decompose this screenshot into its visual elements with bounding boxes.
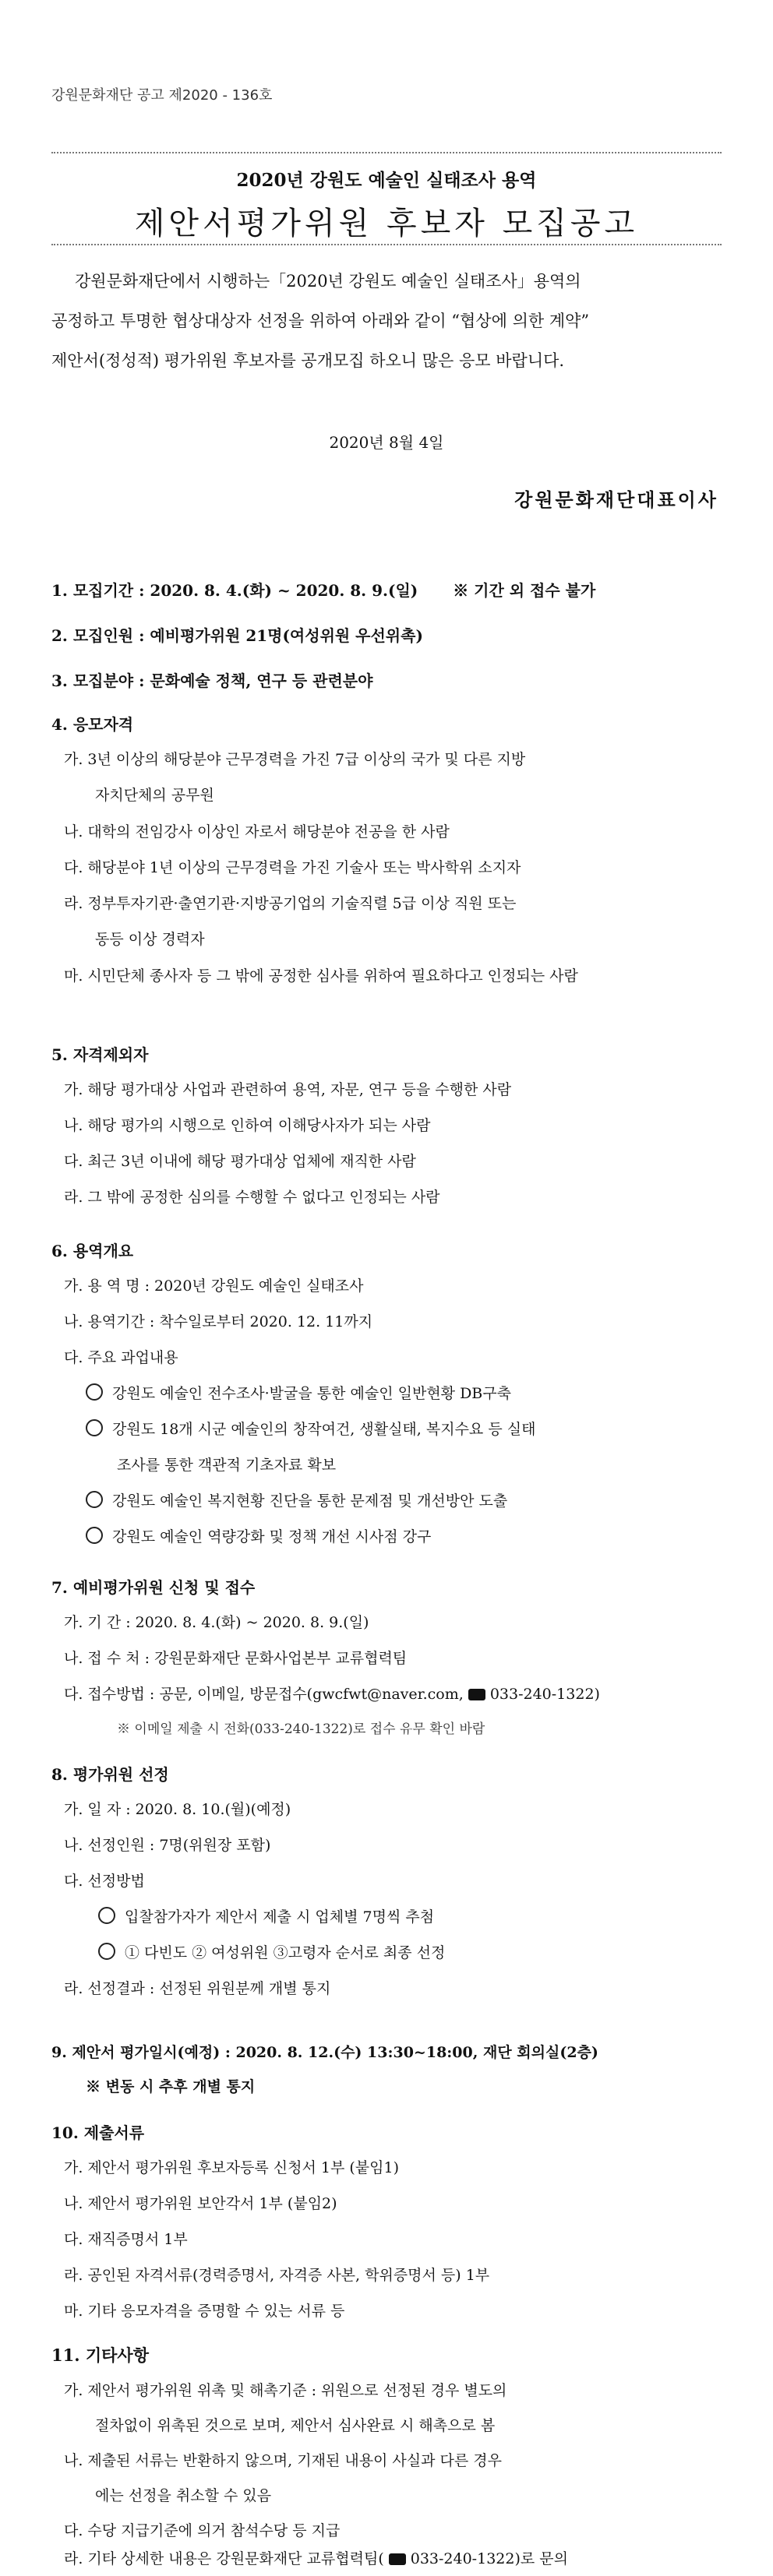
- notice-date: 2020년 8월 4일: [329, 433, 444, 452]
- task-item: [86, 1418, 535, 1439]
- contact-phone: 033-240-1322)로 문의: [410, 2550, 568, 2567]
- application-method-text: 다. 접수방법 : 공문, 이메일, 방문접수(gwcfwt@naver.com,: [64, 1686, 464, 1703]
- selection-item: 가. 일 자 : 2020. 8. 10.(월)(예정): [64, 1801, 291, 1818]
- section-9-heading: 9. 제안서 평가일시(예정) : 2020. 8. 12.(수) 13:30~18:00, 재단 회의실(2층): [51, 2044, 598, 2061]
- overview-item: 가. 용 역 명 : 2020년 강원도 예술인 실태조사: [64, 1277, 364, 1295]
- section-9-note: ※ 변동 시 추후 개별 통지: [86, 2078, 256, 2095]
- method-item: [98, 1941, 445, 1962]
- exclusion-item: 가. 해당 평가대상 사업과 관련하여 용역, 자문, 연구 등을 수행한 사람: [64, 1081, 512, 1098]
- notice-number: 강원문화재단 공고 제2020 - 136호: [51, 87, 273, 104]
- intro-line-2: 공정하고 투명한 협상대상자 선정을 위하여 아래와 같이 “협상에 의한 계약”: [51, 312, 590, 330]
- telephone-icon: [389, 2553, 406, 2565]
- section-8-heading: 8. 평가위원 선정: [51, 1765, 169, 1784]
- section-2-heading: 2. 모집인원 : 예비평가위원 21명(여성위원 우선위촉): [51, 626, 423, 645]
- task-item: [86, 1382, 511, 1403]
- section-6-heading: 6. 용역개요: [51, 1242, 134, 1260]
- intro-line-3: 제안서(정성적) 평가위원 후보자를 공개모집 하오니 많은 응모 바랍니다.: [51, 351, 565, 370]
- other-item-cont: 에는 선정을 취소할 수 있음: [95, 2487, 272, 2504]
- main-title: 제안서평가위원 후보자 모집공고: [134, 206, 639, 241]
- section-1-heading: 1. 모집기간 : 2020. 8. 4.(화) ~ 2020. 8. 9.(일): [51, 581, 418, 600]
- qualification-item: 라. 정부투자기관·출연기관·지방공기업의 기술직렬 5급 이상 직원 또는: [64, 895, 517, 912]
- section-5-heading: 5. 자격제외자: [51, 1045, 149, 1064]
- document-item: 마. 기타 응모자격을 증명할 수 있는 서류 등: [64, 2303, 345, 2320]
- method-item: [98, 1905, 434, 1926]
- other-item: 가. 제안서 평가위원 위촉 및 해촉기준 : 위원으로 선정된 경우 별도의: [64, 2382, 507, 2399]
- method-text: ① 다빈도 ② 여성위원 ③고령자 순서로 최종 선정: [125, 1944, 446, 1961]
- selection-result: 라. 선정결과 : 선정된 위원분께 개별 통지: [64, 1980, 331, 1997]
- section-7-heading: 7. 예비평가위원 신청 및 접수: [51, 1578, 256, 1597]
- hollow-circle-bullet-icon: [86, 1527, 103, 1544]
- task-text: 강원도 18개 시군 예술인의 창작여건, 생활실태, 복지수요 등 실태: [112, 1421, 536, 1438]
- task-text: 강원도 예술인 역량강화 및 정책 개선 시사점 강구: [112, 1528, 432, 1545]
- overview-item: 다. 주요 과업내용: [64, 1349, 178, 1366]
- application-item: 나. 접 수 처 : 강원문화재단 문화사업본부 교류협력팀: [64, 1650, 408, 1667]
- hollow-circle-bullet-icon: [98, 1943, 115, 1960]
- exclusion-item: 다. 최근 3년 이내에 해당 평가대상 업체에 재직한 사람: [64, 1153, 416, 1170]
- section-4-heading: 4. 응모자격: [51, 715, 134, 734]
- task-item: [86, 1489, 507, 1510]
- document-item: 라. 공인된 자격서류(경력증명서, 자격증 사본, 학위증명서 등) 1부: [64, 2267, 490, 2284]
- section-11-heading: 11. 기타사항: [51, 2345, 149, 2365]
- exclusion-item: 라. 그 밖에 공정한 심의를 수행할 수 없다고 인정되는 사람: [64, 1189, 440, 1206]
- bottom-dotted-divider: [51, 244, 722, 245]
- issuer: 강원문화재단대표이사: [514, 488, 718, 511]
- section-3-heading: 3. 모집분야 : 문화예술 정책, 연구 등 관련분야: [51, 671, 373, 690]
- hollow-circle-bullet-icon: [86, 1383, 103, 1401]
- hollow-circle-bullet-icon: [98, 1907, 115, 1924]
- selection-item: 다. 선정방법: [64, 1873, 145, 1890]
- telephone-icon: [468, 1689, 485, 1700]
- application-item: 가. 기 간 : 2020. 8. 4.(화) ~ 2020. 8. 9.(일): [64, 1614, 369, 1631]
- document-item: 다. 재직증명서 1부: [64, 2231, 188, 2248]
- qualification-item: 다. 해당분야 1년 이상의 근무경력을 가진 기술사 또는 박사학위 소지자: [64, 859, 521, 876]
- hollow-circle-bullet-icon: [86, 1419, 103, 1436]
- qualification-item: 마. 시민단체 종사자 등 그 밖에 공정한 심사를 위하여 필요하다고 인정되는 사람: [64, 967, 578, 985]
- other-item: 나. 제출된 서류는 반환하지 않으며, 기재된 내용이 사실과 다른 경우: [64, 2452, 502, 2469]
- task-item-cont: 조사를 통한 객관적 기초자료 확보: [117, 1457, 337, 1474]
- section-1-recruitment-period: [51, 578, 595, 601]
- application-method: [64, 1683, 600, 1704]
- email-note: ※ 이메일 제출 시 전화(033-240-1322)로 접수 유무 확인 바람: [117, 1721, 485, 1737]
- contact-text: 라. 기타 상세한 내용은 강원문화재단 교류협력팀(: [64, 2550, 384, 2567]
- section-10-heading: 10. 제출서류: [51, 2123, 145, 2142]
- other-item: 다. 수당 지급기준에 의거 참석수당 등 지급: [64, 2522, 341, 2539]
- qualification-item-cont: 동등 이상 경력자: [95, 931, 205, 948]
- other-item-cont: 절차없이 위촉된 것으로 보며, 제안서 심사완료 시 해촉으로 봄: [95, 2417, 496, 2434]
- task-text: 강원도 예술인 전수조사·발굴을 통한 예술인 일반현황 DB구축: [112, 1385, 511, 1402]
- task-item: [86, 1525, 431, 1546]
- intro-line-1: 강원문화재단에서 시행하는「2020년 강원도 예술인 실태조사」용역의: [75, 272, 581, 291]
- document-item: 나. 제안서 평가위원 보안각서 1부 (붙임2): [64, 2195, 337, 2212]
- qualification-item-cont: 자치단체의 공무원: [95, 787, 214, 804]
- qualification-item: 나. 대학의 전임강사 이상인 자로서 해당분야 전공을 한 사람: [64, 823, 450, 840]
- document-item: 가. 제안서 평가위원 후보자등록 신청서 1부 (붙임1): [64, 2159, 400, 2176]
- other-item-contact: [64, 2547, 568, 2568]
- subtitle: 2020년 강원도 예술인 실태조사 용역: [236, 170, 537, 191]
- method-text: 입찰참가자가 제안서 제출 시 업체별 7명씩 추첨: [125, 1908, 435, 1926]
- task-text: 강원도 예술인 복지현황 진단을 통한 문제점 및 개선방안 도출: [112, 1492, 508, 1510]
- hollow-circle-bullet-icon: [86, 1491, 103, 1508]
- exclusion-item: 나. 해당 평가의 시행으로 인하여 이해당사자가 되는 사람: [64, 1117, 431, 1134]
- overview-item: 나. 용역기간 : 착수일로부터 2020. 12. 11까지: [64, 1313, 373, 1330]
- selection-item: 나. 선정인원 : 7명(위원장 포함): [64, 1837, 271, 1854]
- qualification-item: 가. 3년 이상의 해당분야 근무경력을 가진 7급 이상의 국가 및 다른 지방: [64, 751, 526, 768]
- section-1-note: ※ 기간 외 접수 불가: [453, 581, 596, 600]
- application-phone: 033-240-1322): [489, 1686, 600, 1703]
- top-dotted-divider: [51, 152, 722, 153]
